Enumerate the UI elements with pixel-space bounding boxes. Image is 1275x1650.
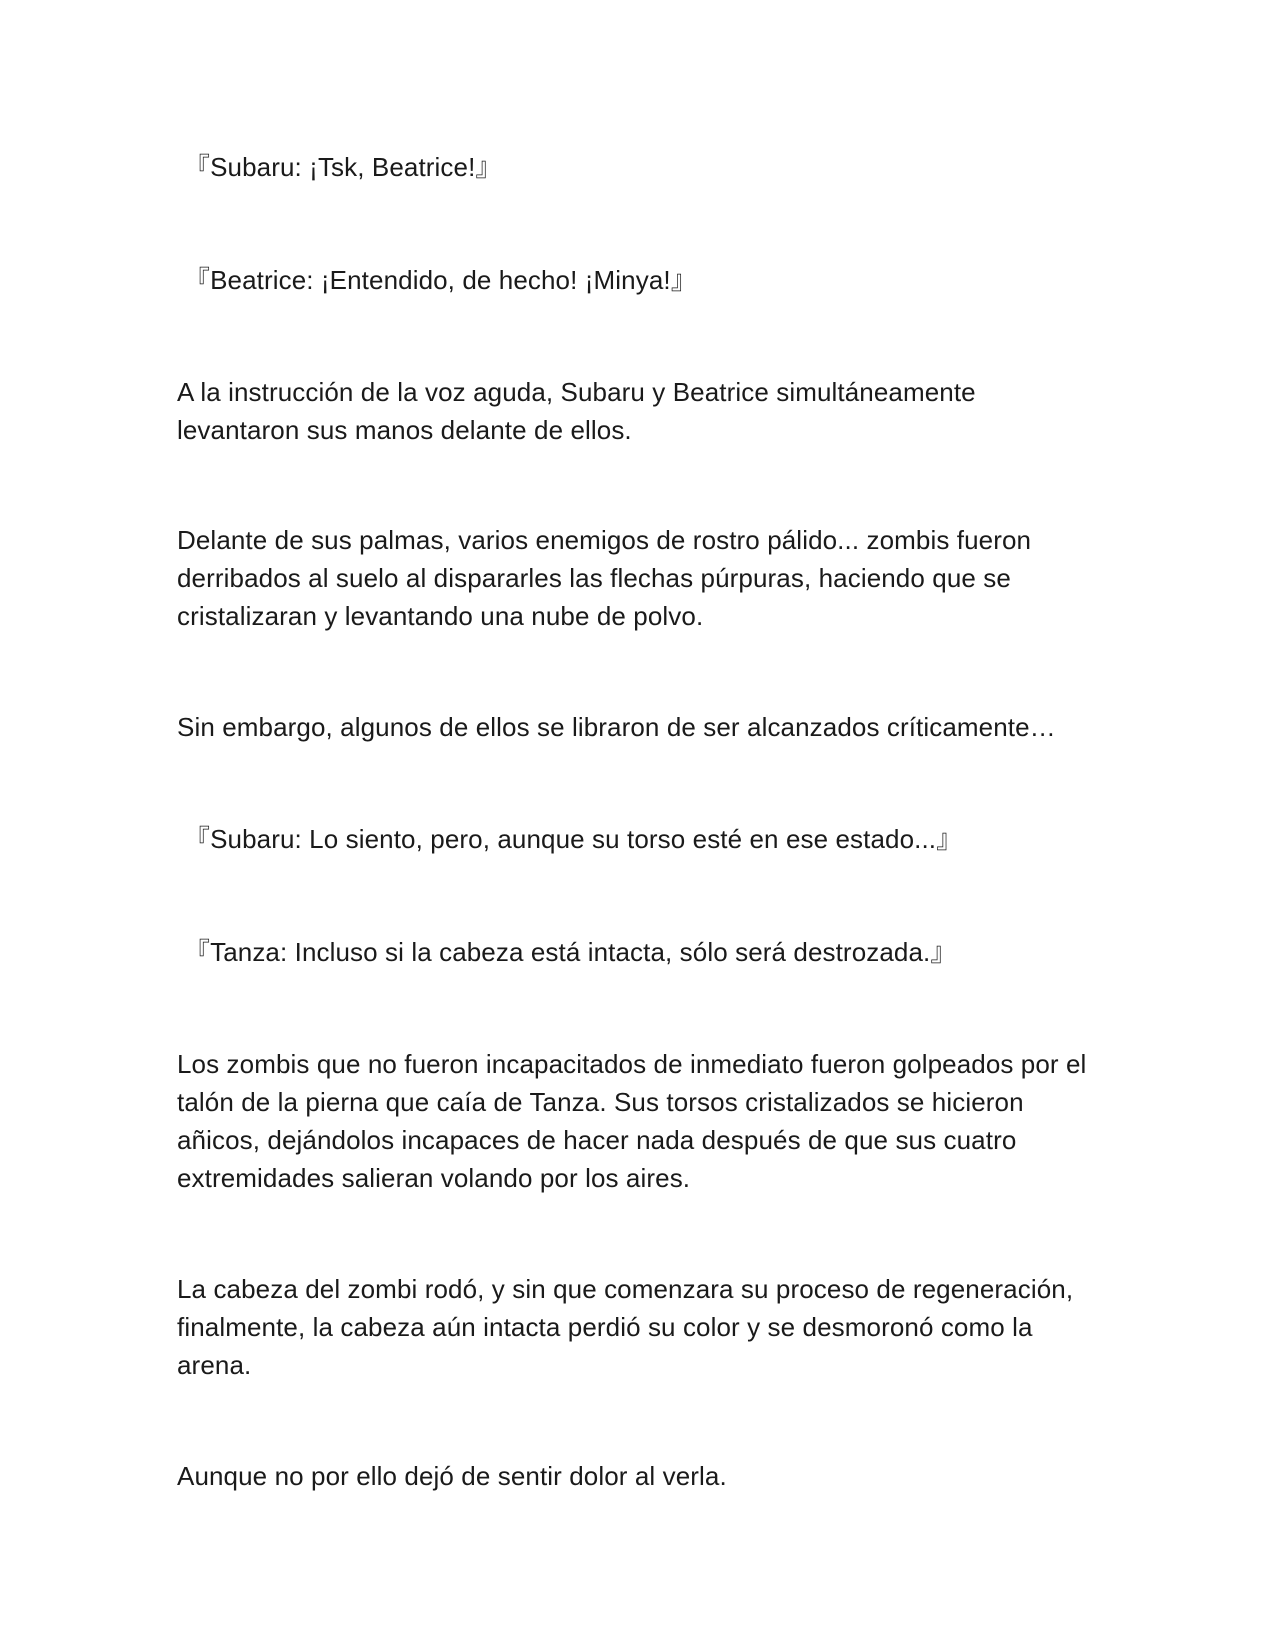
narration-paragraph: La cabeza del zombi rodó, y sin que comenzara su proceso de regeneración, finalmente, la cabeza aún intacta perdió su color y se desmoronó como la arena. bbox=[177, 1274, 1074, 1380]
dialogue-line-subaru: 『Subaru: ¡Tsk, Beatrice!』 bbox=[184, 152, 502, 182]
narration-paragraph: A la instrucción de la voz aguda, Subaru y Beatrice simultáneamente levantaron sus manos delante de ellos. bbox=[177, 377, 976, 445]
dialogue-line-tanza: 『Tanza: Incluso si la cabeza está intacta, sólo será destrozada.』 bbox=[184, 937, 957, 967]
narration-paragraph: Aunque no por ello dejó de sentir dolor al verla. bbox=[177, 1461, 727, 1491]
narration-paragraph: Sin embargo, algunos de ellos se libraron de ser alcanzados críticamente… bbox=[177, 712, 1056, 742]
narration-paragraph: Delante de sus palmas, varios enemigos de rostro pálido... zombis fueron derribados al suelo al dispararles las flechas púrpuras, haciendo que se cristalizaran y levantando una nube de polvo. bbox=[177, 525, 1032, 631]
dialogue-line-beatrice: 『Beatrice: ¡Entendido, de hecho! ¡Minya!』 bbox=[184, 265, 697, 295]
dialogue-line-subaru: 『Subaru: Lo siento, pero, aunque su torso esté en ese estado...』 bbox=[184, 824, 963, 854]
narration-paragraph: Los zombis que no fueron incapacitados de inmediato fueron golpeados por el talón de la pierna que caía de Tanza. Sus torsos cristalizados se hicieron añicos, dejándolos incapaces de hacer nada después de que sus cuatro extremidades salieran volando por los aires. bbox=[177, 1049, 1087, 1193]
